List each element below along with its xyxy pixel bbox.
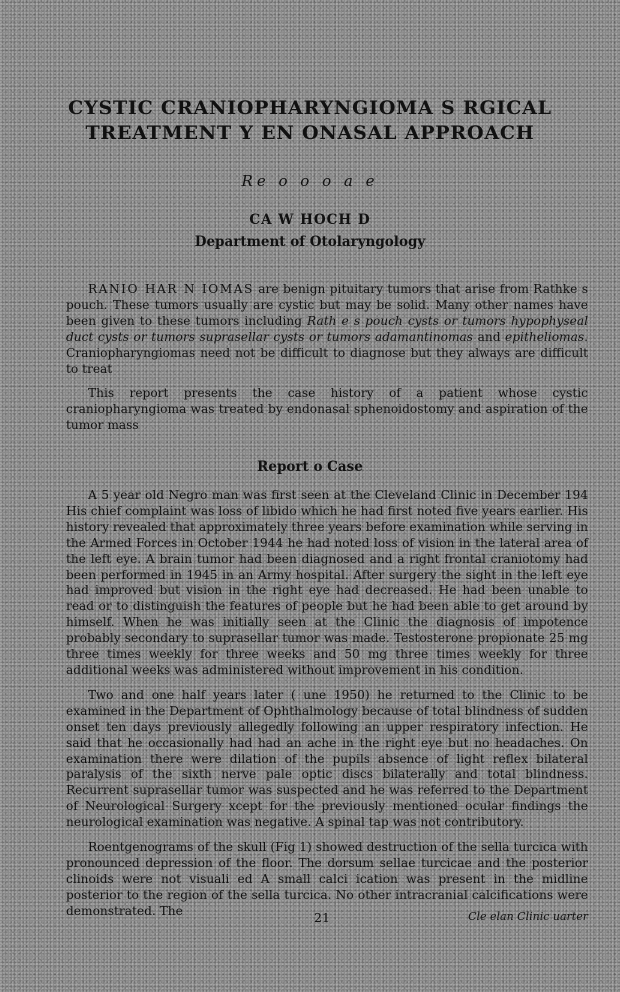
introduction-section xyxy=(66,282,588,443)
section-heading-report-of-case: Report o Case xyxy=(257,459,363,475)
intro-p1-text: are benign pituitary tumors that arise from Rathke s pouch. These tumors usually are cystic but may be solid. Many other names have been given to these tumors including xyxy=(66,282,588,328)
article-subtitle: Re o o o a e xyxy=(241,172,379,190)
journal-name: Cle elan Clinic uarter xyxy=(468,910,588,923)
intro-p1-italic: Rath e s pouch cysts or tumors hypophyseal duct cysts or tumors suprasellar cysts or tumors adamantinomas xyxy=(66,313,588,344)
intro-p1-and: and xyxy=(473,329,506,344)
intro-paragraph-1 xyxy=(66,282,588,377)
case-paragraph-2: Two and one half years later ( une 1950) he returned to the Clinic to be examined in the Department of Ophthalmology because of total blindness of sudden onset ten days previously allegedly following an upper respiratory infection. He said that he occasionally had had an ache in the right eye but no headaches. On examination there were dilation of the pupils absence of light reflex bilateral paralysis of the sixth nerve pale optic discs bilaterally and total blindness. Recurrent suprasellar tumor was suspected and he was referred to the Department of Neurological Surgery xcept for the previously mentioned ocular findings the neurological examination was negative. A spinal tap was not contributory. xyxy=(66,687,588,830)
title-line-1: CYSTIC CRANIOPHARYNGIOMA S RGICAL xyxy=(68,97,552,119)
case-report-section xyxy=(66,488,588,929)
case-paragraph-3: Roentgenograms of the skull (Fig 1) showed destruction of the sella turcica with pronounced depression of the floor. The dorsum sellae turcicae and the posterior clinoids were not visuali ed A small calci ication was present in the midline posterior to the region of the sella turcica. No other intracranial calcifications were demonstrated. The xyxy=(66,840,588,918)
page-number: 21 xyxy=(314,910,330,925)
page-footer xyxy=(66,910,588,930)
author-department: Department of Otolaryngology xyxy=(194,234,426,250)
article-title xyxy=(60,96,560,146)
intro-paragraph-2: This report presents the case history of a patient whose cystic craniopharyngioma was treated by endonasal sphenoidostomy and aspiration of the tumor mass xyxy=(66,386,588,433)
author-name: CA W HOCH D xyxy=(249,212,371,228)
title-line-2: TREATMENT Y EN ONASAL APPROACH xyxy=(85,122,535,144)
case-paragraph-1: A 5 year old Negro man was first seen at the Cleveland Clinic in December 194 His chief complaint was loss of libido which he had first noted five years earlier. His history revealed that approximately three years before examination while serving in the Armed Forces in October 1944 he had noted loss of vision in the lateral area of the left eye. A brain tumor had been diagnosed and a right frontal craniotomy had been performed in 1945 in an Army hospital. After surgery the sight in the left eye had improved but vision in the right eye had decreased. He had been unable to read or to distinguish the features of people but he had been able to get around by himself. When he was initially seen at the Clinic the diagnosis of impotence probably secondary to suprasellar tumor was made. Testosterone propionate 25 mg three times weekly for three weeks and 50 mg three times weekly for three additional weeks was administered without improvement in his condition. xyxy=(66,488,588,677)
intro-p1-end: . Craniopharyngiomas need not be difficult to diagnose but they always are difficult to treat xyxy=(66,329,588,376)
intro-lead-caps: RANIO HAR N IOMAS xyxy=(88,282,254,296)
intro-p1-italic-2: epitheliomas xyxy=(505,329,585,344)
